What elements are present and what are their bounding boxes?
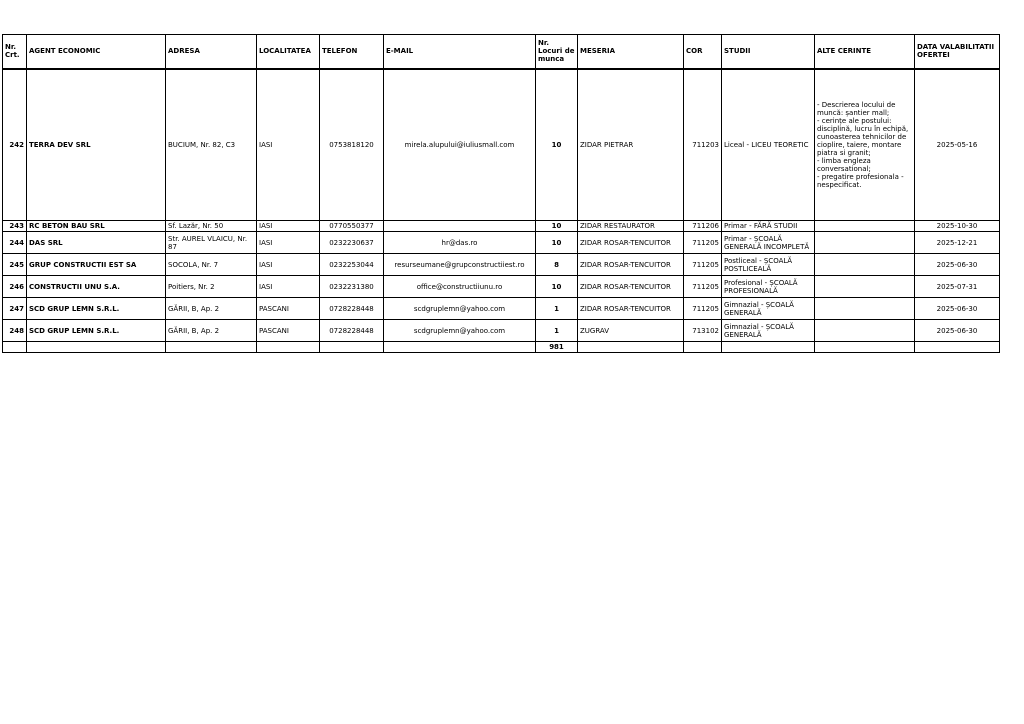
- header-agent: AGENT ECONOMIC: [27, 35, 166, 69]
- row-localitatea: IASI: [257, 232, 320, 254]
- row-adresa: Str. AUREL VLAICU, Nr. 87: [166, 232, 257, 254]
- header-email: E-MAIL: [384, 35, 536, 69]
- row-adresa: GĂRII, B, Ap. 2: [166, 320, 257, 342]
- row-email: scdgruplemn@yahoo.com: [384, 320, 536, 342]
- total-empty-cell: [257, 342, 320, 353]
- job-offers-table: [2, 34, 1000, 353]
- row-email: scdgruplemn@yahoo.com: [384, 298, 536, 320]
- row-cor: 711205: [684, 298, 722, 320]
- total-empty-cell: [722, 342, 815, 353]
- row-alte-cerinte: [815, 254, 915, 276]
- row-adresa: BUCIUM, Nr. 82, C3: [166, 69, 257, 221]
- row-localitatea: PASCANI: [257, 298, 320, 320]
- total-empty-cell: [815, 342, 915, 353]
- row-email: office@constructiiunu.ro: [384, 276, 536, 298]
- row-cor: 711203: [684, 69, 722, 221]
- row-alte-cerinte: [815, 221, 915, 232]
- row-meseria: ZIDAR PIETRAR: [578, 69, 684, 221]
- row-alte-cerinte: [815, 298, 915, 320]
- row-adresa: SOCOLA, Nr. 7: [166, 254, 257, 276]
- row-studii: Profesional - ȘCOALĂ PROFESIONALĂ: [722, 276, 815, 298]
- row-cor: 711206: [684, 221, 722, 232]
- total-empty-cell: [320, 342, 384, 353]
- row-cor: 711205: [684, 254, 722, 276]
- header-studii: STUDII: [722, 35, 815, 69]
- row-agent: SCD GRUP LEMN S.R.L.: [27, 298, 166, 320]
- total-locuri: 981: [536, 342, 578, 353]
- table-row: [3, 320, 1000, 342]
- row-locuri: 8: [536, 254, 578, 276]
- row-studii: Postliceal - ȘCOALĂ POSTLICEALĂ: [722, 254, 815, 276]
- row-locuri: 10: [536, 221, 578, 232]
- table-row: [3, 276, 1000, 298]
- header-localitatea: LOCALITATEA: [257, 35, 320, 69]
- row-telefon: 0232253044: [320, 254, 384, 276]
- row-meseria: ZIDAR ROSAR-TENCUITOR: [578, 298, 684, 320]
- row-adresa: Poitiers, Nr. 2: [166, 276, 257, 298]
- row-studii: Primar - FĂRĂ STUDII: [722, 221, 815, 232]
- total-empty-cell: [578, 342, 684, 353]
- row-telefon: 0728228448: [320, 298, 384, 320]
- table-row: [3, 298, 1000, 320]
- row-locuri: 1: [536, 298, 578, 320]
- row-alte-cerinte: [815, 276, 915, 298]
- row-email: resurseumane@grupconstructiiest.ro: [384, 254, 536, 276]
- row-localitatea: PASCANI: [257, 320, 320, 342]
- header-adresa: ADRESA: [166, 35, 257, 69]
- row-locuri: 10: [536, 69, 578, 221]
- row-agent: GRUP CONSTRUCTII EST SA: [27, 254, 166, 276]
- row-agent: CONSTRUCTII UNU S.A.: [27, 276, 166, 298]
- total-empty-cell: [27, 342, 166, 353]
- header-meseria: MESERIA: [578, 35, 684, 69]
- table-row: [3, 254, 1000, 276]
- row-email: hr@das.ro: [384, 232, 536, 254]
- row-data: 2025-10-30: [915, 221, 1000, 232]
- row-data: 2025-07-31: [915, 276, 1000, 298]
- row-adresa: Sf. Lazăr, Nr. 50: [166, 221, 257, 232]
- row-nr: 242: [3, 69, 27, 221]
- row-email: mirela.alupului@iuliusmall.com: [384, 69, 536, 221]
- row-data: 2025-06-30: [915, 254, 1000, 276]
- header-alte: ALTE CERINTE: [815, 35, 915, 69]
- total-empty-cell: [166, 342, 257, 353]
- header-data: DATA VALABILITATII OFERTEI: [915, 35, 1000, 69]
- row-cor: 713102: [684, 320, 722, 342]
- row-locuri: 1: [536, 320, 578, 342]
- row-nr: 246: [3, 276, 27, 298]
- row-studii: Primar - ȘCOALĂ GENERALĂ INCOMPLETĂ: [722, 232, 815, 254]
- row-data: 2025-12-21: [915, 232, 1000, 254]
- row-telefon: 0232230637: [320, 232, 384, 254]
- requirement-line: - cerințe ale postului: disciplină, lucru în echipă, cunoasterea tehnicilor de cioplire, taiere, montare piatra si granit;: [817, 116, 909, 157]
- row-adresa: GĂRII, B, Ap. 2: [166, 298, 257, 320]
- row-studii: Gimnazial - ȘCOALĂ GENERALĂ: [722, 298, 815, 320]
- row-nr: 245: [3, 254, 27, 276]
- header-nr: Nr. Crt.: [3, 35, 27, 69]
- total-empty-cell: [684, 342, 722, 353]
- row-data: 2025-06-30: [915, 298, 1000, 320]
- row-localitatea: IASI: [257, 69, 320, 221]
- row-localitatea: IASI: [257, 254, 320, 276]
- row-agent: TERRA DEV SRL: [27, 69, 166, 221]
- table-row: [3, 221, 1000, 232]
- row-studii: Liceal - LICEU TEORETIC: [722, 69, 815, 221]
- total-empty-cell: [3, 342, 27, 353]
- table-row: [3, 232, 1000, 254]
- row-alte-cerinte: [815, 69, 915, 221]
- row-telefon: 0770550377: [320, 221, 384, 232]
- row-nr: 248: [3, 320, 27, 342]
- total-row: [3, 342, 1000, 353]
- row-meseria: ZUGRAV: [578, 320, 684, 342]
- row-meseria: ZIDAR ROSAR-TENCUITOR: [578, 254, 684, 276]
- requirement-line: - Descrierea locului de muncă: șantier mall;: [817, 100, 896, 117]
- total-empty-cell: [915, 342, 1000, 353]
- header-cor: COR: [684, 35, 722, 69]
- row-locuri: 10: [536, 232, 578, 254]
- requirement-line: - limba engleza conversational;: [817, 156, 871, 173]
- table-header-row: [3, 35, 1000, 69]
- row-nr: 247: [3, 298, 27, 320]
- row-nr: 244: [3, 232, 27, 254]
- row-agent: RC BETON BAU SRL: [27, 221, 166, 232]
- table-row: [3, 69, 1000, 221]
- row-data: 2025-05-16: [915, 69, 1000, 221]
- row-agent: SCD GRUP LEMN S.R.L.: [27, 320, 166, 342]
- total-empty-cell: [384, 342, 536, 353]
- row-cor: 711205: [684, 232, 722, 254]
- row-meseria: ZIDAR RESTAURATOR: [578, 221, 684, 232]
- row-telefon: 0753818120: [320, 69, 384, 221]
- header-telefon: TELEFON: [320, 35, 384, 69]
- row-telefon: 0232231380: [320, 276, 384, 298]
- row-data: 2025-06-30: [915, 320, 1000, 342]
- row-alte-cerinte: [815, 232, 915, 254]
- row-localitatea: IASI: [257, 276, 320, 298]
- row-alte-cerinte: [815, 320, 915, 342]
- row-agent: DAS SRL: [27, 232, 166, 254]
- requirement-line: - pregatire profesionala - nespecificat.: [817, 172, 904, 189]
- row-localitatea: IASI: [257, 221, 320, 232]
- row-email: [384, 221, 536, 232]
- row-cor: 711205: [684, 276, 722, 298]
- row-meseria: ZIDAR ROSAR-TENCUITOR: [578, 276, 684, 298]
- row-locuri: 10: [536, 276, 578, 298]
- row-nr: 243: [3, 221, 27, 232]
- header-locuri: Nr. Locuri de munca: [536, 35, 578, 69]
- row-studii: Gimnazial - ȘCOALĂ GENERALĂ: [722, 320, 815, 342]
- row-telefon: 0728228448: [320, 320, 384, 342]
- row-meseria: ZIDAR ROSAR-TENCUITOR: [578, 232, 684, 254]
